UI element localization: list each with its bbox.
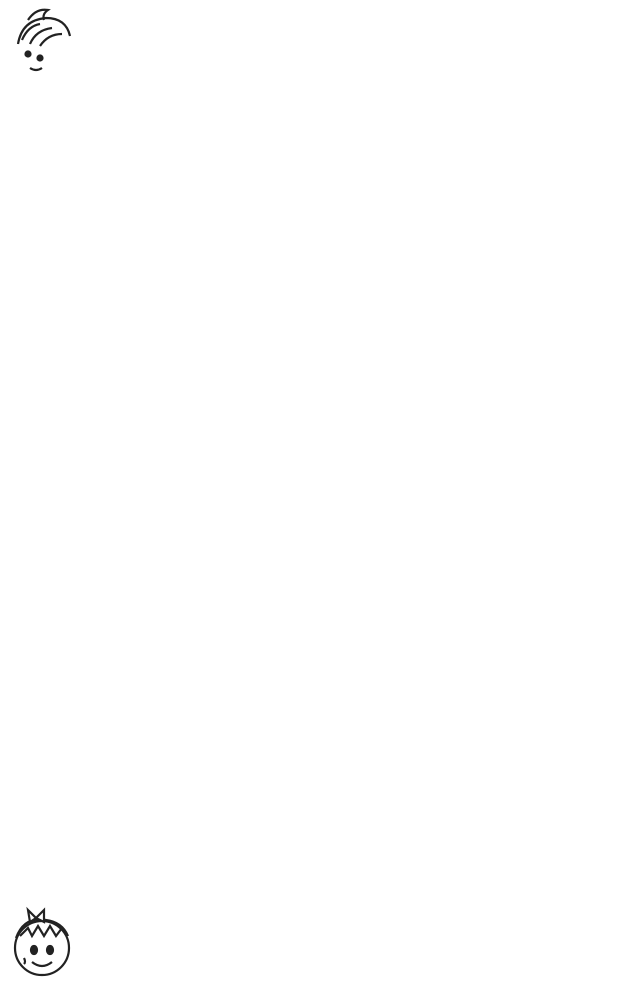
girl-head-top-icon — [18, 10, 70, 70]
girl-face-bottom-icon — [15, 910, 69, 975]
